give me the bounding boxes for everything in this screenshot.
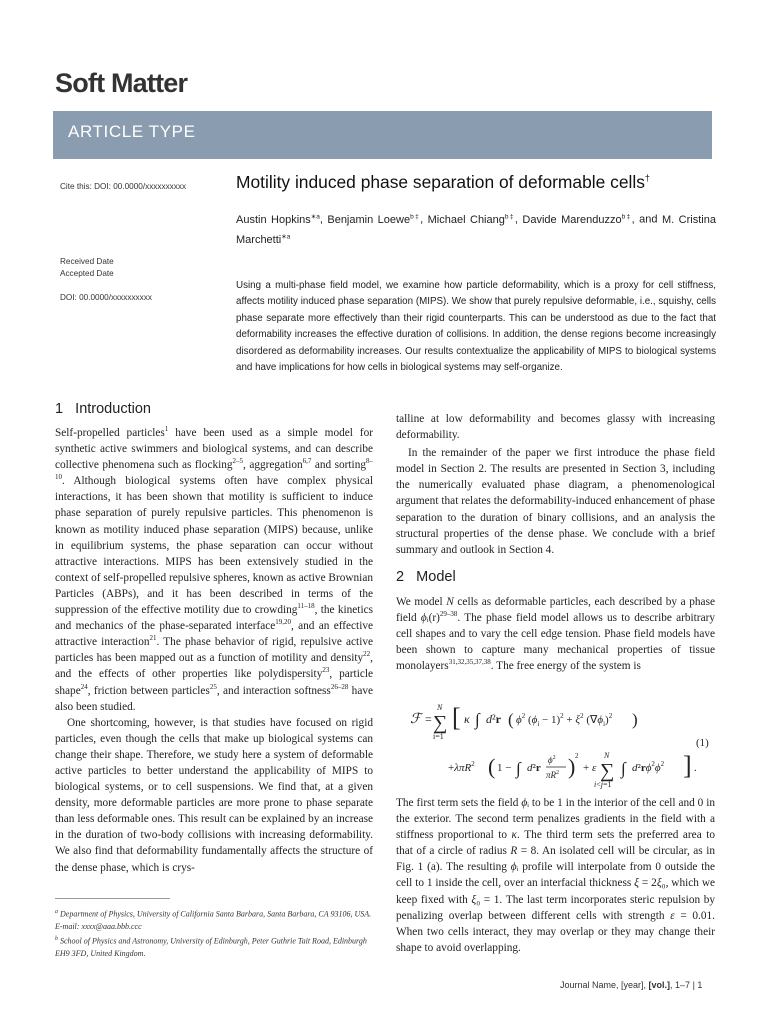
- citation: 11–18: [297, 602, 315, 611]
- svg-text:∫: ∫: [516, 759, 521, 778]
- text-run: In the remainder of the paper we first introduce the phase field model in Section 2. The results are presented in Section 3, including the numerically evaluated phase diagram, a phenomenological argument that relates the deformability-induced enhancement of phase separation to the duration of binary collisions, and an analysis the structural properties of the dense phase. We conclude with a brief summary and outlook in Section 4.: [396, 447, 715, 556]
- left-column: [55, 425, 373, 876]
- paper-title: [236, 172, 650, 193]
- author: [522, 214, 631, 226]
- svg-text:N: N: [437, 703, 443, 712]
- math-symbol: N: [446, 596, 454, 608]
- section-number: 2: [396, 569, 405, 585]
- citation: 23: [322, 666, 330, 675]
- svg-text:(: (: [508, 710, 514, 729]
- text-run: . The free energy of the system is: [490, 660, 641, 673]
- paragraph: [396, 445, 715, 558]
- right-column-top: [396, 411, 715, 558]
- svg-text:1 −: 1 −: [497, 762, 512, 774]
- text-run: = 0.01. When two cells interact, they may overlap or they may change their shape to avoid overlapping.: [396, 909, 715, 954]
- text-run: ᵢ(r): [426, 612, 440, 625]
- math-symbol: ξ: [634, 877, 639, 890]
- svg-text:κ: κ: [464, 712, 470, 726]
- text-run: . The phase behavior of rigid, repulsive active particles has been mapped out as a function of motility and density: [55, 636, 373, 665]
- svg-text:d²r: d²r: [486, 712, 501, 726]
- section-heading-model: [396, 569, 456, 585]
- citation: 6,7: [302, 457, 312, 466]
- svg-text:ℱ: ℱ: [410, 712, 422, 727]
- author-name: Benjamin Loewe: [327, 213, 411, 226]
- svg-text:∑: ∑: [433, 712, 448, 734]
- text-run: = 8. An isolated cell will be circular, as in Fig. 1 (a). The resulting: [396, 845, 715, 874]
- citation: 8–10: [55, 457, 373, 482]
- citation: 2–5: [232, 457, 244, 466]
- svg-text:.: .: [694, 762, 697, 774]
- svg-text:i<j=1: i<j=1: [594, 780, 612, 789]
- citation: 25: [209, 682, 217, 691]
- section-title: Model: [416, 569, 456, 585]
- page-footer: [560, 980, 702, 990]
- svg-text:d²rϕ2ϕ2: $d^2r\phi^2\phi^2$: [632, 760, 665, 774]
- text-run: . Although biological systems often have complex physical interactions, it has been shown that motility is sufficient to induce phase separation of purely repulsive particles. This phenomenon is known as motility induced phase separation (MIPS) because, unlike in equilibrium systems, the phase separation can occur without attractive interactions. MIPS has been extensively studied in the context of self-propelled repulsive spheres, known as active Brownian Particles (ABPs), and it has been described in terms of the suppression of the effective motility due to crowding: [55, 475, 373, 617]
- svg-text:ϕ2: $\phi^2$: [548, 755, 556, 765]
- author-name: Austin Hopkins: [236, 213, 311, 226]
- title-text: Motility induced phase separation of deformable cells: [236, 172, 645, 192]
- text-run: We model: [396, 596, 447, 608]
- text-run: have been used as a simple model for synthetic active swimmers and biological systems, and can describe collective phenomena such as flocking: [55, 427, 373, 472]
- text-run: ᵢ to be 1 in the interior of the cell and 0 in the exterior. The second term penalizes gradients in the field with a stiffness proportional to: [396, 797, 715, 842]
- math-symbol: R: [510, 845, 518, 858]
- footnote: [55, 906, 375, 933]
- citation: 26–28: [330, 682, 349, 691]
- citation: 1: [164, 425, 169, 434]
- cite-this: Cite this: DOI: 00.0000/xxxxxxxxxx: [60, 182, 187, 191]
- footnote-rule: [55, 898, 170, 899]
- author: [236, 214, 320, 226]
- citation: 21: [149, 634, 157, 643]
- svg-text:2: 2: [575, 752, 579, 760]
- footnote: [55, 933, 375, 960]
- paragraph: [55, 425, 373, 715]
- text-run: have also been studied.: [55, 684, 374, 713]
- equation-number: (1): [696, 737, 709, 749]
- text-run: ᵢ profile will interpolate from 0 outside the cell to 1 inside the cell, over an interfacial thickness: [396, 861, 716, 890]
- accepted-date: Accepted Date: [60, 269, 114, 278]
- text-run: One shortcoming, however, is that studies have focused on rigid particles, even though the cells that make up biological systems can change their shape. Therefore, we study here a system of deformable active particles to better understand the applicability of MIPS to biological systems, or to cell suspensions. We find that, at a given density, more deformable particles are more prone to phase separate than less deformable ones. This result can be explained by an increase in the duration of two-body collisions with increasing deformability. We also find that deformability fundamentally affects the structure of the dense phase, which is crys-: [55, 716, 373, 874]
- author-name: M. Cristina Marchetti: [236, 213, 716, 247]
- article-type-label: ARTICLE TYPE: [68, 122, 196, 141]
- citation: 24: [80, 682, 88, 691]
- author: [428, 214, 515, 226]
- svg-text:πR2: $\pi R^2$: [546, 770, 560, 780]
- author-name: Davide Marenduzzo: [522, 213, 622, 226]
- text-run: talline at low deformability and becomes glassy with increasing deformability.: [396, 413, 715, 442]
- free-energy-equation: [400, 688, 700, 792]
- math-symbol: ϕ: [510, 861, 517, 874]
- svg-text:ϕ2 (ϕi − 1)2 + ξ2 (∇ϕi)2: $\phi^2$ $(\phi_i - 1)^2 + \xi^2$ $(\nabla\phi_i)^2$: [516, 712, 613, 728]
- model-paragraph-continued: [396, 795, 715, 956]
- svg-text:]: ]: [683, 751, 692, 780]
- math-symbol: ϕ: [521, 797, 528, 809]
- text-run: ₀, which we keep fixed with: [396, 877, 715, 906]
- footnote-text: School of Physics and Astronomy, University of Edinburgh, Peter Guthrie Tait Road, Edinburgh EH9 3FD, United Kingdom.: [55, 936, 367, 958]
- doi: DOI: 00.0000/xxxxxxxxxx: [60, 293, 152, 302]
- text-run: . The third term sets the preferred area to that of a circle of radius: [396, 829, 715, 858]
- svg-text:+ ε: + ε: [583, 762, 597, 774]
- paragraph: [396, 795, 715, 956]
- text-run: , and the effects of other properties like polydispersity: [55, 652, 373, 681]
- section-title: Introduction: [75, 401, 151, 417]
- model-paragraph: [396, 594, 715, 674]
- text-run: , and interaction softness: [216, 684, 331, 697]
- svg-text:d²r: d²r: [527, 762, 541, 774]
- section-number: 1: [55, 401, 64, 417]
- svg-text:∑: ∑: [600, 760, 615, 782]
- author-affiliation-mark: ∗a: [310, 213, 320, 220]
- received-date: Received Date: [60, 257, 114, 266]
- text-run: . The phase field model allows us to describe arbitrary cell shapes and to vary the cell edge tension. Phase field models have been shown to capture many mechanical properties of tissue monolayers: [396, 612, 715, 673]
- paragraph: [396, 594, 715, 674]
- math-symbol: κ: [511, 829, 517, 842]
- text-run: , the kinetics and mechanics of the phase-separated interface: [55, 604, 373, 633]
- text-run: , friction between particles: [87, 684, 210, 697]
- citation: 31,32,35,37,38: [448, 658, 491, 667]
- svg-text:): ): [568, 754, 576, 779]
- text-run: , and an effective attractive interaction: [55, 620, 373, 649]
- svg-text:): ): [632, 710, 638, 729]
- citation: 29–38: [439, 610, 458, 619]
- math-symbol: ξ: [656, 877, 662, 890]
- citation: 19,20: [275, 618, 292, 627]
- text-run: Self-propelled particles: [55, 427, 165, 439]
- author: [327, 214, 420, 226]
- svg-text:i=1: i=1: [433, 732, 444, 741]
- author-name: Michael Chiang: [427, 213, 505, 226]
- journal-title: Soft Matter: [55, 68, 188, 98]
- text-run: ₀ = 1. The last term incorporates steric repulsion by penalizing overlap between different cells with strength: [396, 893, 716, 922]
- footnote-text: Department of Physics, University of California Santa Barbara, Santa Barbara, CA 93106, USA. E-mail: xxxx@aaa.bbb.ccc: [55, 909, 372, 931]
- text-run: , particle shape: [55, 668, 373, 697]
- footnotes: [55, 906, 375, 960]
- citation: 22: [363, 650, 371, 659]
- footer-pages: , 1–7 | 1: [670, 980, 703, 990]
- footnote-mark: b: [55, 936, 58, 943]
- text-run: and sorting: [311, 459, 366, 472]
- svg-text:+λπR2: +λπR$^2$: [448, 760, 475, 774]
- text-run: cells as deformable particles, each described by a phase field: [396, 596, 715, 625]
- author-list: Austin Hopkins$^{∗a}$, Benjamin Loewe$^{b\ddagger}$, Michael Chiang$^{b\ddagger}$, Davide Marenduzzo$^{b\ddagger}$, and M. Cristina Marchetti$^{∗a}$: [236, 213, 716, 247]
- paragraph: [396, 411, 715, 443]
- svg-text:(: (: [488, 754, 496, 779]
- math-symbol: ε: [670, 909, 675, 922]
- text-run: , aggregation: [243, 459, 303, 472]
- svg-text:[: [: [452, 703, 461, 732]
- math-symbol: ϕ: [420, 612, 427, 625]
- text-run: The first term sets the field: [396, 797, 522, 809]
- article-type-banner: [53, 111, 712, 159]
- svg-text:∫: ∫: [475, 710, 480, 729]
- footer-volume: [vol.]: [648, 980, 671, 990]
- footer-journal: Journal Name, [year],: [560, 980, 649, 990]
- author-affiliation-mark: b‡: [504, 213, 515, 220]
- svg-text:∫: ∫: [621, 759, 626, 778]
- svg-text:N: N: [604, 751, 610, 760]
- section-heading-introduction: [55, 401, 151, 417]
- footnote-mark: a: [55, 909, 58, 915]
- abstract: Using a multi-phase field model, we examine how particle deformability, which is a proxy for cell stiffness, affects motility induced phase separation (MIPS). We show that purely repulsive deformable, i.e., squishy, cells phase separate more effectively than their rigid counterparts. This can be understood as due to the fact that deformability increases the effective duration of collisions. In addition, the dense regions become increasingly disordered as deformability increases. Our results contextualize the applicability of MIPS to biological systems and have implications for how cells in biological systems may self-organize.: [236, 280, 716, 374]
- paragraph: [55, 715, 373, 876]
- svg-text:=: =: [425, 712, 432, 726]
- title-mark: †: [644, 173, 650, 184]
- author-affiliation-mark: b‡: [410, 213, 421, 220]
- math-symbol: ξ: [471, 893, 477, 906]
- text-run: = 2: [639, 877, 657, 890]
- author-affiliation-mark: ∗a: [281, 233, 291, 241]
- author-affiliation-mark: b‡: [621, 213, 632, 220]
